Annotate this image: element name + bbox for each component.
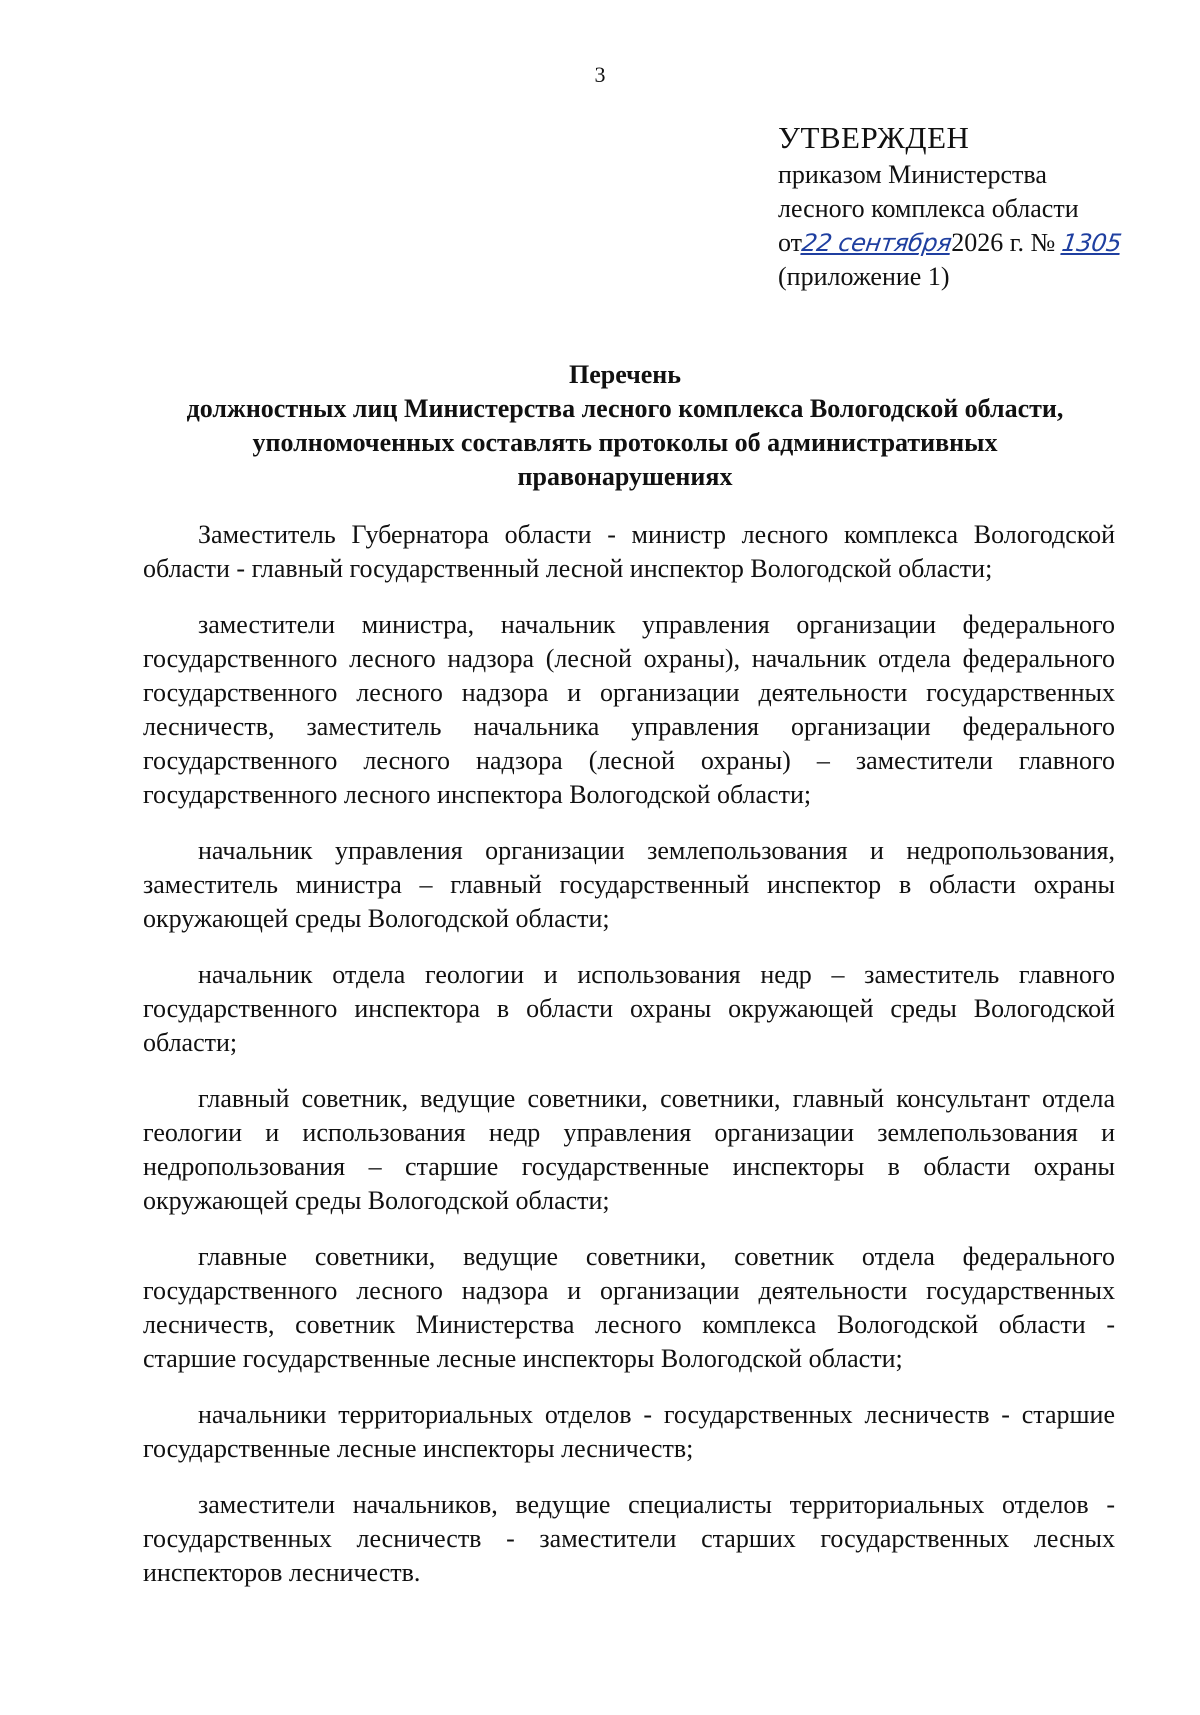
title-line-1: должностных лиц Министерства лесного комплекса Вологодской области,	[186, 394, 1064, 423]
paragraph: начальник управления организации землепользования и недропользования, заместитель министра – главный государственный инспектор в области охраны окружающей среды Вологодской области;	[143, 836, 1115, 933]
date-prefix: от	[778, 228, 803, 257]
approval-block	[778, 118, 1178, 294]
title-line-2: уполномоченных составлять протоколы об административных	[252, 428, 998, 457]
paragraph: заместители министра, начальник управления организации федерального государственного лесного надзора (лесной охраны), начальник отдела федерального государственного лесного надзора и организации деятельности государственных лесничеств, заместитель начальника управления организации федерального государственного лесного надзора (лесной охраны) – заместители главного государственного лесного инспектора Вологодской области;	[143, 610, 1115, 809]
paragraph: заместители начальников, ведущие специалисты территориальных отделов - государственных лесничеств - заместители старших государственных лесных инспекторов лесничеств.	[143, 1490, 1115, 1587]
paragraph: Заместитель Губернатора области - министр лесного комплекса Вологодской области - главный государственный лесной инспектор Вологодской области;	[143, 520, 1115, 583]
approval-date-line	[778, 226, 1178, 260]
paragraph: начальники территориальных отделов - государственных лесничеств - старшие государственные лесные инспекторы лесничеств;	[143, 1400, 1115, 1463]
title-line-3: правонарушениях	[517, 462, 733, 491]
approval-line-1: приказом Министерства	[778, 160, 1047, 189]
page-number: 3	[594, 62, 606, 87]
approval-appendix: (приложение 1)	[778, 262, 950, 291]
date-year: 2026 г. №	[951, 228, 1056, 257]
title-heading: Перечень	[568, 360, 682, 389]
paragraph: главный советник, ведущие советники, советники, главный консультант отдела геологии и использования недр управления организации землепользования и недропользования – старшие государственные инспекторы в области охраны окружающей среды Вологодской области;	[143, 1084, 1115, 1215]
approval-stamp: УТВЕРЖДЕН	[778, 120, 970, 155]
handwritten-date: 22 сентября	[800, 229, 954, 257]
paragraph: начальник отдела геологии и использования недр – заместитель главного государственного инспектора в области охраны окружающей среды Вологодской области;	[143, 960, 1115, 1057]
approval-line-2: лесного комплекса области	[778, 194, 1079, 223]
paragraph: главные советники, ведущие советники, советник отдела федерального государственного лесного надзора и организации деятельности государственных лесничеств, советник Министерства лесного комплекса Вологодской области - старшие государственные лесные инспекторы Вологодской области;	[143, 1242, 1115, 1373]
document-title	[120, 358, 1130, 494]
document-body	[143, 518, 1115, 1612]
handwritten-order-number: 1305	[1059, 229, 1123, 257]
